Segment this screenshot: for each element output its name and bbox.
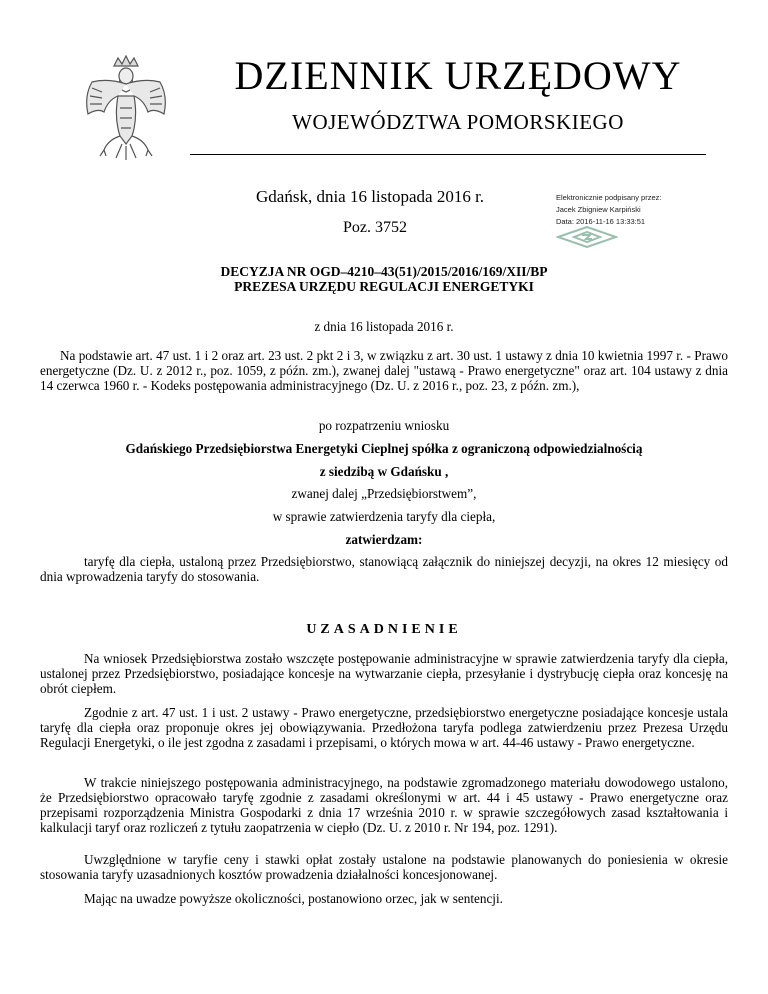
journal-title: DZIENNIK URZĘDOWY — [234, 53, 682, 98]
signature-verification-icon — [556, 226, 618, 248]
decision-preamble: Na podstawie art. 47 ust. 1 i 2 oraz art. 23 ust. 2 pkt 2 i 3, w związku z art. 30 ust. 1 ustawy z dnia 10 kwietnia 1997 r. - Prawo energetyczne (Dz. U. z 2012 r., poz. 1059, z późn. zm.), zwanej dalej "ustawą - Prawo energetyczne" oraz art. 104 ustawy z dnia 14 czerwca 1960 r. - Kodeks postępowania administracyjnego (Dz. U. z 2016 r., poz. 23, z późn. zm.), — [40, 348, 728, 393]
position-number: Poz. 3752 — [343, 219, 407, 236]
company-name: Gdańskiego Przedsiębiorstwa Energetyki Cieplnej spółka z ograniczoną odpowiedzialnością — [125, 441, 643, 456]
electronic-signature — [556, 192, 661, 228]
signature-label: Elektronicznie podpisany przez: — [556, 193, 662, 202]
decision-approve: zatwierdzam: — [345, 532, 423, 547]
decision-operative-text: taryfę dla ciepła, ustaloną przez Przedsiębiorstwo, stanowiącą załącznik do niniejszej decyzji, na okres 12 miesięcy od dnia wprowadzenia taryfy do stosowania. — [40, 554, 728, 584]
justification-paragraph: Mając na uwadze powyższe okoliczności, postanowiono orzec, jak w sentencji. — [84, 891, 503, 906]
justification-paragraph: Na wniosek Przedsiębiorstwa zostało wszczęte postępowanie administracyjne w sprawie zatwierdzenia taryfy dla ciepła, ustalonej przez Przedsiębiorstwo, posiadające koncesje na wytwarzanie ciepła, przesyłanie i dystrybucję ciepła oraz koncesję na obrót ciepłem. — [40, 651, 728, 696]
journal-subtitle: WOJEWÓDZTWA POMORSKIEGO — [292, 110, 624, 134]
decision-issuer: PREZESA URZĘDU REGULACJI ENERGETYKI — [234, 279, 534, 294]
justification-paragraph: Uwzględnione w taryfie ceny i stawki opłat zostały ustalone na podstawie planowanych do poniesienia w okresie stosowania taryfy uzasadnionych kosztów prowadzenia działalności koncesjonowanej. — [40, 852, 728, 882]
justification-paragraph: Zgodnie z art. 47 ust. 1 i ust. 2 ustawy - Prawo energetyczne, przedsiębiorstwo energetyczne posiadające koncesje ustala taryfę dla ciepła oraz proponuje okres jej obowiązywania. Przedłożona taryfa podlega zatwierdzeniu przez Prezesa Urzędu Regulacji Energetyki, o ile jest zgodna z zasadami i przepisami, o których mowa w art. 44-46 ustawy - Prawo energetyczne. — [40, 705, 728, 750]
after-review-text: po rozpatrzeniu wniosku — [318, 418, 450, 433]
justification-heading: UZASADNIENIE — [306, 622, 462, 637]
coat-of-arms-eagle-icon — [78, 52, 174, 162]
decision-number: DECYZJA NR OGD–4210–43(51)/2015/2016/169/XII/BP — [220, 264, 548, 279]
justification-paragraph: W trakcie niniejszego postępowania administracyjnego, na podstawie zgromadzonego materiału dowodowego ustalono, że Przedsiębiorstwo opracowało taryfę zgodnie z zasadami określonymi w art. 44 i 45 ustawy - Prawo energetyczne oraz przepisami rozporządzenia Ministra Gospodarki z dnia 17 września 2010 r. w sprawie szczegółowych zasad kształtowania i kalkulacji taryf oraz rozliczeń z tytułu zaopatrzenia w ciepło (Dz. U. z 2010 r. Nr 194, poz. 1291). — [40, 775, 728, 835]
company-seat: z siedzibą w Gdańsku , — [319, 464, 449, 479]
place-and-date: Gdańsk, dnia 16 listopada 2016 r. — [256, 187, 485, 206]
decision-subject: w sprawie zatwierdzenia taryfy dla ciepła, — [272, 509, 496, 524]
company-alias: zwanej dalej „Przedsiębiorstwem”, — [291, 486, 477, 501]
decision-title — [40, 264, 728, 294]
signature-date: Data: 2016-11-16 13:33:51 — [556, 217, 646, 226]
decision-date: z dnia 16 listopada 2016 r. — [314, 319, 454, 334]
header-divider — [190, 154, 706, 155]
signature-signer: Jacek Zbigniew Karpiński — [556, 205, 641, 214]
